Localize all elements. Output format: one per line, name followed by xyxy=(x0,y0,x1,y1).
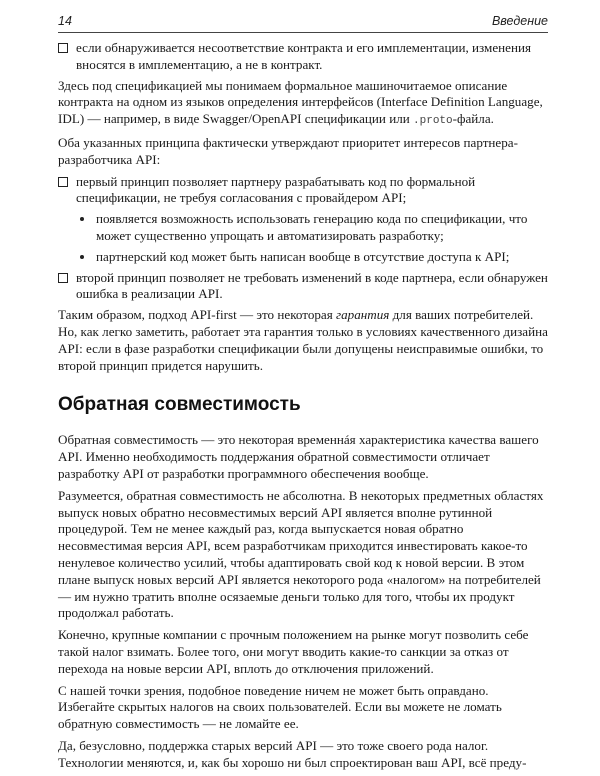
dot-bullet-icon xyxy=(80,255,84,259)
chapter-title: Введение xyxy=(491,14,548,28)
text-span: для ваших потребителей. Но, как легко заметить, работает эта гарантия только в условиях качественного дизайна API: если в фазе разработки спецификации были допущены неисправимые ошибки, то второй принцип придется нарушить. xyxy=(58,307,548,373)
paragraph: Разумеется, обратная совместимость не абсолютна. В некоторых предметных областях выпуск новых обратно несовместимых версий API является вполне рутинной процедурой. Тем не менее каждый раз, когда выпускается новая обратно несовместимая версия API, всем разработчикам приходится инвестировать какое-то ненулевое количество усилий, чтобы адаптировать свой код к новой версии. В этом плане выпуск новых версий API является некоторого рода «налогом» на потребителей — им нужно тратить вполне осязаемые деньги только для того, чтобы их продукт продолжал работать. xyxy=(58,487,544,621)
code-span: .proto xyxy=(413,115,453,128)
list-item xyxy=(58,40,548,74)
section-heading: Обратная совместимость xyxy=(58,394,301,416)
emphasis: гарантия xyxy=(336,307,390,323)
sub-list-item xyxy=(58,211,548,245)
list-item xyxy=(58,174,548,208)
list-item-text: появляется возможность использовать генерацию кода по спецификации, что может существенно упрощать и автоматизировать разработку; xyxy=(96,211,528,243)
paragraph: Конечно, крупные компании с прочным положением на рынке могут позволить себе такой налог взимать. Более того, они могут вводить какие-то санкции за отказ от перехода на новые версии API, вплоть до отключения приложений. xyxy=(58,627,529,676)
paragraph: Обратная совместимость — это некоторая временнáя характеристика качества вашего API. Именно необходимость поддержания обратной совместимости отличает разработку API от разработки программного обеспечения вообще. xyxy=(58,432,539,481)
dot-bullet-icon xyxy=(80,217,84,221)
paragraph: Да, безусловно, поддержка старых версий API — это тоже своего рода налог. Технологии меняются, и, как бы хорошо ни был спроектирован ваш API, всё преду- xyxy=(58,737,527,770)
list-item-text: партнерский код может быть написан вообще в отсутствие доступа к API; xyxy=(96,248,510,264)
checkbox-bullet-icon xyxy=(58,177,68,187)
text-span: -файла. xyxy=(452,111,494,127)
checkbox-bullet-icon xyxy=(58,273,68,283)
checkbox-bullet-icon xyxy=(58,43,68,53)
running-header xyxy=(58,12,548,33)
list-item-text: первый принцип позволяет партнеру разрабатывать код по формальной спецификации, не требуя согласования с провайдером API; xyxy=(76,173,476,206)
paragraph: Оба указанных принципа фактически утверждают приоритет интересов партнера-разработчика API: xyxy=(58,134,518,167)
list-item-text: второй принцип позволяет не требовать изменений в коде партнера, если обнаружен ошибка в реализации API. xyxy=(76,269,548,302)
sub-list-item xyxy=(58,249,548,266)
text-span: Таким образом, подход API-first — это некоторая xyxy=(58,307,337,323)
text-span: Здесь под спецификацией мы понимаем формальное машиночитаемое описание контракта на одном из языков определения интерфейсов (Interface Definition Language, IDL) — например, в виде Swagger/OpenAPI спецификации или xyxy=(58,77,543,127)
paragraph: С нашей точки зрения, подобное поведение ничем не может быть оправдано. Избегайте скрытых налогов на своих пользователей. Если вы можете не ломать обратную совместимость — не ломайте ее. xyxy=(58,682,502,732)
paragraph xyxy=(58,307,548,374)
list-item-text: если обнаруживается несоответствие контракта и его имплементации, изменения вносятся в имплементацию, а не в контракт. xyxy=(76,40,531,72)
list-item xyxy=(58,270,548,304)
page-number: 14 xyxy=(58,14,72,28)
page-body xyxy=(58,40,548,776)
paragraph xyxy=(58,78,548,130)
